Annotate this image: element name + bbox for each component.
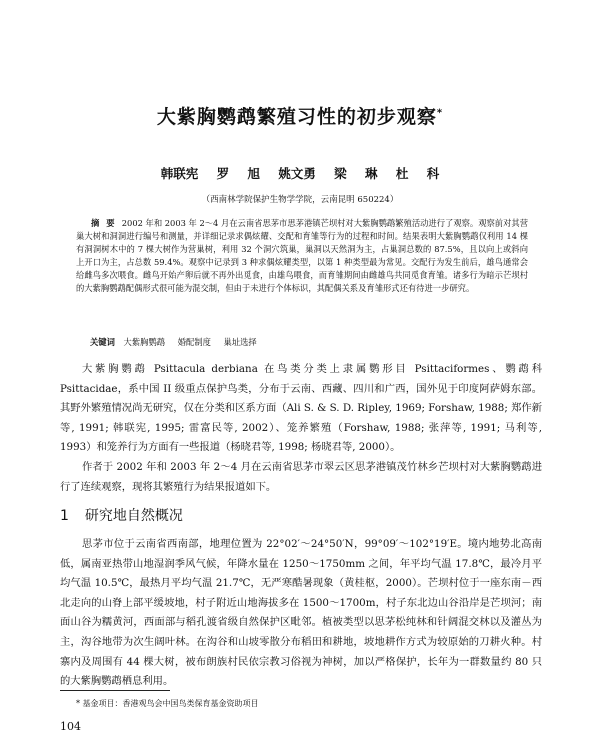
title-text: 大紫胸鹦鹉繁殖习性的初步观察 [156,106,437,128]
page-number: 104 [60,720,81,733]
abstract-text: 2002 年和 2003 年 2～4 月在云南省思茅市思茅港镇芒坝村对大紫胸鹦鹉繁殖活动进行了观察。观察前对其营巢大树和洞洞进行编号和测量，并详细记录求偶炫耀、交配和育雏等行为的过程和时间。结果表明大紫胸鹦鹉仅利用 14 棵有洞洞树木中的 7 棵大树作为营巢树，利用 32 个洞穴筑巢，巢洞以天然洞为主，占巢洞总数的 87.5%，且以向上或斜向上开口为主，占总数 59.4%。观察中记录到 3 种求偶炫耀类型，以第 1 种类型最为常见。交配行为发生前后，雄鸟通常会给雌鸟多次喂食。雌鸟开始产卵后就不再外出觅食，由雄鸟喂食，而育雏期间由雌雄鸟共同觅食育雏。诸多行为暗示芒坝村的大紫胸鹦鹉配偶形式很可能为混交制，但由于未进行个体标识，其配偶关系及育雏形式还有待进一步研究。 [76,218,529,293]
affiliation: （西南林学院保护生物学学院，云南昆明 650224） [201,195,399,205]
footnote: * 基金项目：香港观鸟会中国鸟类保育基金资助项目 [76,699,259,708]
paper-title [60,102,540,129]
keyword: 大紫胸鹦鹉 [123,337,166,347]
authors: 韩联宪 罗 旭 姚文勇 梁 琳 杜 科 [160,166,440,181]
keyword: 婚配制度 [177,337,211,347]
section-number: 1 [60,508,69,524]
section-title: 研究地自然概况 [84,508,183,524]
abstract [76,217,528,294]
body-paragraph: 作者于 2002 年和 2003 年 2～4 月在云南省思茅市翠云区思茅港镇茂竹林乡芒坝村对大紫胸鹦鹉进行了连续观察，现将其繁殖行为结果报道如下。 [60,461,542,493]
footnote-rule [60,690,170,691]
keyword: 巢址选择 [223,337,257,347]
abstract-label: 摘 要 [91,218,117,228]
body-paragraph: 思茅市位于云南省西南部，地理位置为 22°02′～24°50′N，99°09′～102°19′E。境内地势北高南低，属南亚热带山地湿润季风气候，年降水量在 1250～1750mm 之间，年平均气温 17.8℃，最冷月平均气温 10.5℃，最热月平均气温 21.7℃，无严寒酷暑现象（黄桂枢，2000）。芒坝村位于一座东南－西北走向的山脊上部平缓坡地，村子附近山地海拔多在 1500～1700m，村子东北边山谷沿岸是芒坝河；南面山谷为糯黄河，西面部与稻孔渡省级自然保护区毗邻。植被类型以思茅松纯林和针阔混交林以及灌丛为主，沟谷地带为次生阔叶林。在沟谷和山坡零散分布稻田和耕地，坡地耕作方式为较原始的刀耕火种。村寨内及周围有 44 棵大树，被布朗族村民依宗教习俗视为神树，加以严格保护，长年为一群数量约 80 只的大紫胸鹦鹉栖息利用。 [60,538,542,688]
section-heading [60,505,183,525]
keywords [90,336,520,348]
title-footnote-mark: * [436,107,444,119]
keywords-label: 关键词 [90,337,115,347]
body-paragraph: 大紫胸鹦鹉 Psittacula derbiana 在鸟类分类上隶属鹦形目 Psittaciformes、鹦鹉科 Psittacidae，系中国 II 级重点保护鸟类，分布于云南、西藏、四川和广西，国外见于印度阿萨姆东部。其野外繁殖情况尚无研究，仅在分类和区系方面（Ali S. & S. D. Ripley, 1969; Forshaw, 1988; 郑作新等, 1991; 韩联宪, 1995; 雷富民等, 2002）、笼养繁殖（Forshaw, 1988; 张萍等, 1991; 马利等, 1993）和笼养行为方面有一些报道（杨晓君等, 1998; 杨晓君等, 2000）。 [60,363,542,454]
